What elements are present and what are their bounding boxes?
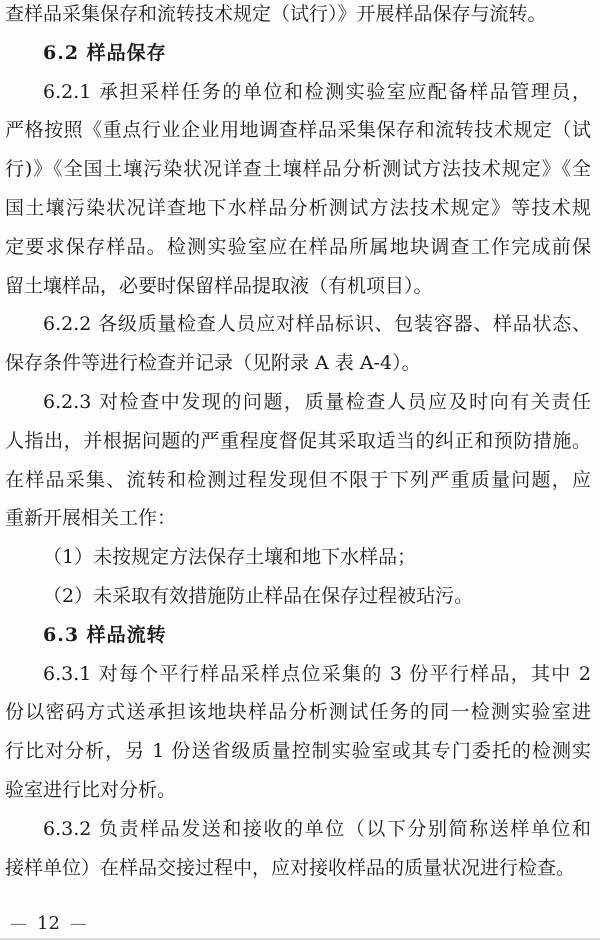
page-footer (10, 914, 87, 934)
text-line: 定要求保存样品。检测实验室应在样品所属地块调查工作完成前保 (5, 235, 591, 258)
text-line: 严格按照《重点行业企业用地调查样品采集保存和流转技术规定（试 (5, 119, 591, 142)
text-line: 6.3.1 对每个平行样品采样点位采集的 3 份平行样品，其中 2 (43, 662, 591, 685)
section-heading: 6.2 样品保存 (43, 41, 167, 64)
text-line: 国土壤污染状况详查地下水样品分析测试方法技术规定》等技术规 (5, 196, 591, 219)
text-line: 份以密码方式送承担该地块样品分析测试任务的同一检测实验室进 (5, 701, 591, 724)
text-line: 6.2.3 对检查中发现的问题，质量检查人员应及时向有关责任 (43, 390, 591, 413)
footer-left-dash: — (10, 914, 27, 934)
document-body (5, 0, 591, 887)
text-line: （2）未采取有效措施防止样品在保存过程被玷污。 (43, 584, 474, 607)
footer-right-dash: — (69, 914, 87, 934)
text-line: 查样品采集保存和流转技术规定（试行）》开展样品保存与流转。 (5, 3, 547, 25)
text-line: 6.3.2 负责样品发送和接收的单位（以下分别简称送样单位和 (43, 817, 591, 840)
text-line: 留土壤样品，必要时保留样品提取液（有机项目）。 (5, 274, 433, 297)
text-line: 6.2.1 承担采样任务的单位和检测实验室应配备样品管理员， (43, 80, 591, 103)
text-line: 行比对分析，另 1 份送省级质量控制实验室或其专门委托的检测实 (5, 740, 591, 763)
text-line: 接样单位）在样品交接过程中，应对接收样品的质量状况进行检查。 (5, 856, 576, 879)
text-line: 在样品采集、流转和检测过程发现但不限于下列严重质量问题，应 (5, 468, 591, 491)
page-number: 12 (37, 913, 60, 934)
text-line: 人指出，并根据问题的严重程度督促其采取适当的纠正和预防措施。 (5, 429, 591, 452)
text-line: 行)》《全国土壤污染状况详查土壤样品分析测试方法技术规定》《全 (5, 158, 591, 181)
text-line: （1）未按规定方法保存土壤和地下水样品； (43, 546, 417, 569)
text-line: 6.2.2 各级质量检查人员应对样品标识、包装容器、样品状态、 (43, 313, 591, 336)
text-line: 重新开展相关工作： (5, 507, 177, 530)
text-line: 保存条件等进行检查并记录（见附录 A 表 A-4）。 (5, 352, 421, 375)
section-heading: 6.3 样品流转 (43, 623, 167, 646)
text-line: 验室进行比对分析。 (5, 778, 177, 801)
